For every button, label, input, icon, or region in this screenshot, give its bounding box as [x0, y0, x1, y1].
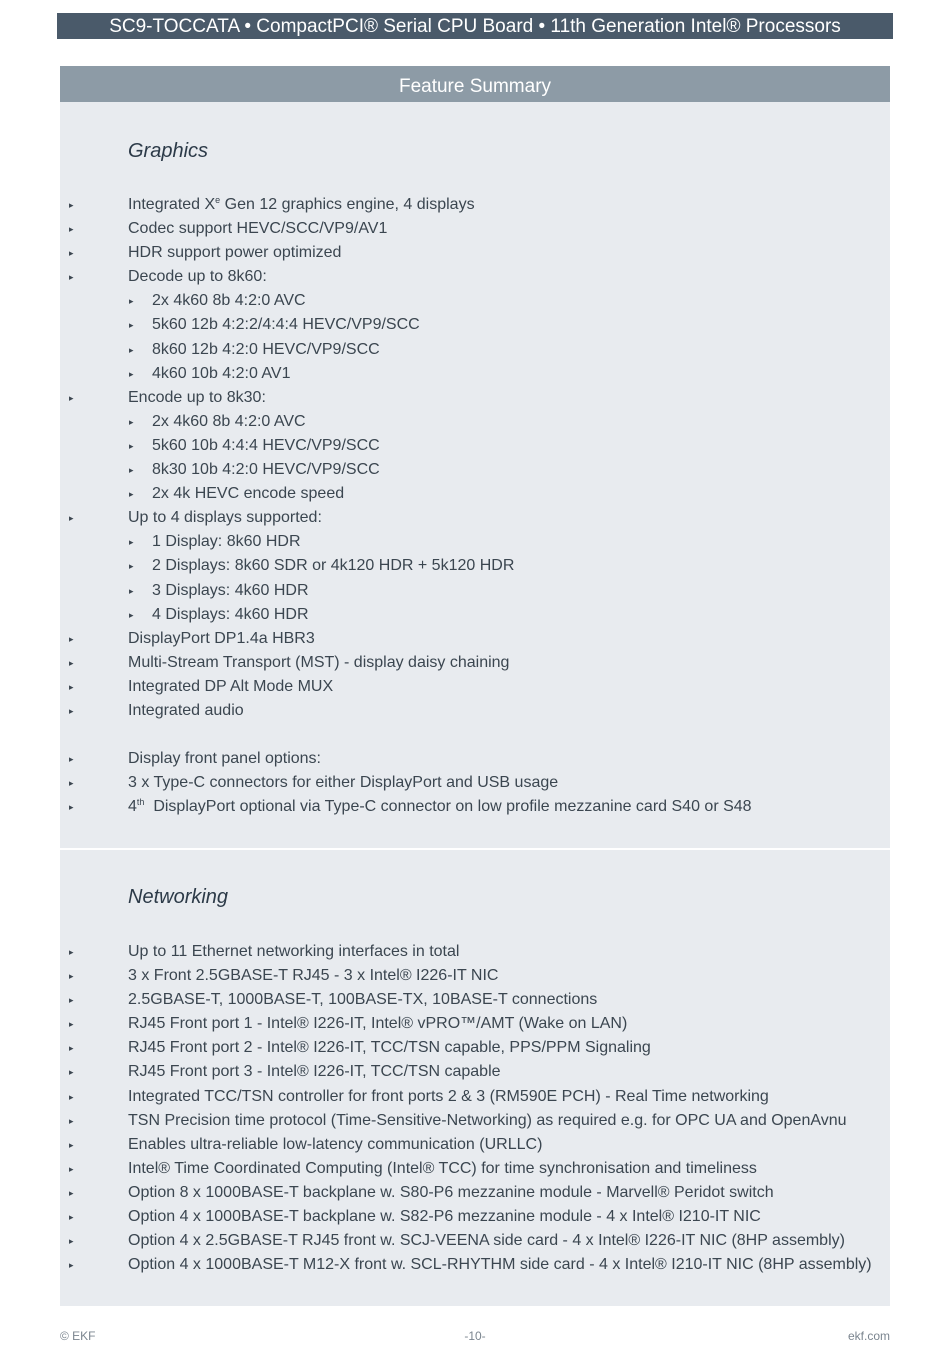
list-spacer: [60, 723, 890, 747]
bullet-triangle-icon: ▸: [129, 561, 134, 572]
superscript: e: [215, 195, 221, 205]
list-item-text: 3 x Type-C connectors for either DisplayPort and USB usage: [128, 774, 559, 792]
networking-section-title: Networking: [128, 886, 229, 908]
graphics-section-title: Graphics: [128, 140, 209, 162]
list-item-text: Option 4 x 1000BASE-T M12-X front w. SCL-RHYTHM side card - 4 x Intel® I210-IT NIC (8HP assembly): [128, 1256, 872, 1274]
footer-copyright: © EKF: [60, 1329, 96, 1343]
graphics-list-item: [60, 434, 890, 458]
bullet-triangle-icon: ▸: [69, 705, 74, 716]
graphics-list-item: [60, 603, 890, 627]
list-item-text: 2x 4k60 8b 4:2:0 AVC: [152, 292, 306, 310]
list-item-text: Option 8 x 1000BASE-T backplane w. S80-P6 mezzanine module - Marvell® Peridot switch: [128, 1183, 774, 1201]
networking-list-item: [60, 1036, 890, 1060]
graphics-list-item: [60, 506, 890, 530]
bullet-triangle-icon: ▸: [69, 681, 74, 692]
bullet-triangle-icon: ▸: [69, 778, 74, 789]
list-item-text: Enables ultra-reliable low-latency communication (URLLC): [128, 1135, 543, 1153]
list-item-text: 3 x Front 2.5GBASE-T RJ45 - 3 x Intel® I226-IT NIC: [128, 967, 499, 985]
graphics-list-item: [60, 795, 890, 819]
list-item-text: Option 4 x 2.5GBASE-T RJ45 front w. SCJ-VEENA side card - 4 x Intel® I226-IT NIC (8HP assembly): [128, 1232, 845, 1250]
networking-list-item: [60, 1012, 890, 1036]
bullet-triangle-icon: ▸: [129, 609, 134, 620]
bullet-triangle-icon: ▸: [69, 1043, 74, 1054]
bullet-triangle-icon: ▸: [69, 392, 74, 403]
graphics-list-item: [60, 771, 890, 795]
list-item-text: Option 4 x 1000BASE-T backplane w. S82-P6 mezzanine module - 4 x Intel® I210-IT NIC: [128, 1208, 761, 1226]
networking-list-item: [60, 940, 890, 964]
list-item-text: 1 Display: 8k60 HDR: [152, 533, 301, 551]
graphics-feature-list: [60, 193, 890, 819]
bullet-triangle-icon: ▸: [69, 1019, 74, 1030]
bullet-triangle-icon: ▸: [69, 1067, 74, 1078]
list-item-text: 4k60 10b 4:2:0 AV1: [152, 364, 291, 382]
list-item-text: RJ45 Front port 3 - Intel® I226-IT, TCC/TSN capable: [128, 1063, 501, 1081]
bullet-triangle-icon: ▸: [129, 320, 134, 331]
bullet-triangle-icon: ▸: [129, 344, 134, 355]
list-item-text: Decode up to 8k60:: [128, 268, 267, 286]
document-header-banner: SC9-TOCCATA • CompactPCI® Serial CPU Board • 11th Generation Intel® Processors: [57, 13, 893, 39]
graphics-list-item: [60, 699, 890, 723]
list-item-text: 4th DisplayPort optional via Type-C connector on low profile mezzanine card S40 or S48: [128, 797, 752, 816]
bullet-triangle-icon: ▸: [69, 1187, 74, 1198]
bullet-triangle-icon: ▸: [69, 971, 74, 982]
graphics-list-item: [60, 530, 890, 554]
footer-page-number: -10-: [464, 1329, 486, 1343]
networking-list-item: [60, 1205, 890, 1229]
bullet-triangle-icon: ▸: [69, 513, 74, 524]
panel-title: Feature Summary: [60, 66, 890, 102]
list-item-text: 2x 4k60 8b 4:2:0 AVC: [152, 412, 306, 430]
bullet-triangle-icon: ▸: [129, 368, 134, 379]
bullet-triangle-icon: ▸: [69, 272, 74, 283]
list-item-text: 5k60 10b 4:4:4 HEVC/VP9/SCC: [152, 436, 380, 454]
graphics-list-item: [60, 265, 890, 289]
bullet-triangle-icon: ▸: [129, 465, 134, 476]
bullet-triangle-icon: ▸: [69, 802, 74, 813]
list-item-text: Encode up to 8k30:: [128, 388, 266, 406]
list-item-text: 8k60 12b 4:2:0 HEVC/VP9/SCC: [152, 340, 380, 358]
bullet-triangle-icon: ▸: [69, 947, 74, 957]
graphics-list-item: [60, 554, 890, 578]
bullet-triangle-icon: ▸: [69, 1091, 74, 1102]
list-item-text: 4 Displays: 4k60 HDR: [152, 605, 309, 623]
list-item-text: Integrated DP Alt Mode MUX: [128, 677, 334, 695]
list-item-text: 3 Displays: 4k60 HDR: [152, 581, 309, 599]
graphics-list-item: [60, 675, 890, 699]
graphics-list-item: [60, 193, 890, 217]
list-item-text: Integrated TCC/TSN controller for front ports 2 & 3 (RM590E PCH) - Real Time networking: [128, 1087, 769, 1105]
graphics-list-item: [60, 410, 890, 434]
graphics-list-item: [60, 217, 890, 241]
bullet-triangle-icon: ▸: [69, 1236, 74, 1247]
networking-list-item: [60, 1253, 890, 1277]
list-item-text: Integrated audio: [128, 701, 244, 719]
networking-list-item: [60, 1060, 890, 1084]
networking-list-item: [60, 988, 890, 1012]
list-item-text: TSN Precision time protocol (Time-Sensitive-Networking) as required e.g. for OPC UA and OpenAvnu: [128, 1111, 847, 1129]
list-item-text: Multi-Stream Transport (MST) - display daisy chaining: [128, 653, 510, 671]
graphics-list-item: [60, 289, 890, 313]
networking-feature-list: [60, 940, 890, 1277]
bullet-triangle-icon: ▸: [69, 224, 74, 235]
list-item-text: 8k30 10b 4:2:0 HEVC/VP9/SCC: [152, 461, 380, 479]
list-item-text: RJ45 Front port 1 - Intel® I226-IT, Intel® vPRO™/AMT (Wake on LAN): [128, 1015, 628, 1033]
footer-website: ekf.com: [847, 1329, 890, 1343]
graphics-list-item: [60, 651, 890, 675]
graphics-list-item: [60, 747, 890, 771]
networking-list-item: [60, 1109, 890, 1133]
list-item-text: Up to 11 Ethernet networking interfaces in total: [128, 943, 460, 960]
section-divider: [60, 848, 890, 850]
bullet-triangle-icon: ▸: [129, 296, 134, 307]
graphics-list-item: [60, 338, 890, 362]
graphics-list-item: [60, 482, 890, 506]
list-item-text: HDR support power optimized: [128, 244, 342, 262]
bullet-triangle-icon: ▸: [69, 633, 74, 644]
bullet-triangle-icon: ▸: [69, 1163, 74, 1174]
bullet-triangle-icon: ▸: [69, 248, 74, 259]
list-item-text: Codec support HEVC/SCC/VP9/AV1: [128, 220, 388, 238]
list-item-text: 2.5GBASE-T, 1000BASE-T, 100BASE-TX, 10BASE-T connections: [128, 991, 598, 1009]
list-item-text: Display front panel options:: [128, 750, 321, 768]
bullet-triangle-icon: ▸: [69, 754, 74, 765]
bullet-triangle-icon: ▸: [129, 489, 134, 500]
bullet-triangle-icon: ▸: [69, 657, 74, 668]
bullet-triangle-icon: ▸: [129, 440, 134, 451]
list-item-text: Up to 4 displays supported:: [128, 509, 322, 527]
graphics-list-item: [60, 386, 890, 410]
list-item-text: Intel® Time Coordinated Computing (Intel® TCC) for time synchronisation and timeliness: [128, 1159, 757, 1177]
graphics-list-item: [60, 241, 890, 265]
bullet-triangle-icon: ▸: [69, 1139, 74, 1150]
superscript: th: [136, 797, 145, 808]
networking-list-item: [60, 964, 890, 988]
networking-list-item: [60, 1157, 890, 1181]
graphics-list-item: [60, 579, 890, 603]
bullet-triangle-icon: ▸: [69, 200, 74, 210]
list-item-text: Integrated Xe Gen 12 graphics engine, 4 displays: [128, 195, 475, 213]
networking-list-item: [60, 1229, 890, 1253]
list-item-text: 2x 4k HEVC encode speed: [152, 485, 345, 503]
list-item-text: 5k60 12b 4:2:2/4:4:4 HEVC/VP9/SCC: [152, 316, 420, 334]
bullet-triangle-icon: ▸: [69, 1212, 74, 1223]
bullet-triangle-icon: ▸: [129, 585, 134, 596]
graphics-list-item: [60, 458, 890, 482]
list-item-text: RJ45 Front port 2 - Intel® I226-IT, TCC/TSN capable, PPS/PPM Signaling: [128, 1039, 651, 1057]
bullet-triangle-icon: ▸: [129, 416, 134, 427]
bullet-triangle-icon: ▸: [69, 1115, 74, 1126]
networking-list-item: [60, 1181, 890, 1205]
graphics-list-item: [60, 362, 890, 386]
list-item-text: 2 Displays: 8k60 SDR or 4k120 HDR + 5k120 HDR: [152, 557, 515, 575]
networking-list-item: [60, 1085, 890, 1109]
bullet-triangle-icon: ▸: [69, 1260, 74, 1271]
graphics-list-item: [60, 627, 890, 651]
networking-list-item: [60, 1133, 890, 1157]
list-item-text: DisplayPort DP1.4a HBR3: [128, 629, 315, 647]
bullet-triangle-icon: ▸: [129, 537, 134, 548]
feature-summary-panel: [60, 66, 890, 1306]
bullet-triangle-icon: ▸: [69, 995, 74, 1006]
graphics-list-item: [60, 313, 890, 337]
